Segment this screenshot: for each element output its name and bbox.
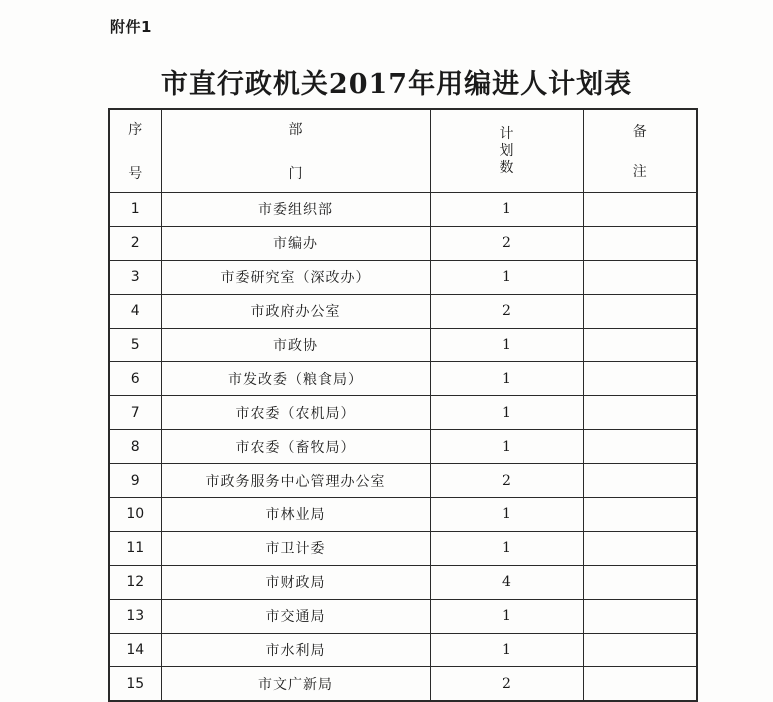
- count-cell: 1: [430, 396, 583, 430]
- plan-table: [108, 108, 698, 702]
- attachment-label: 附件1: [110, 18, 152, 36]
- department-cell: 市政协: [161, 328, 430, 362]
- seq-cell: 6: [109, 362, 161, 396]
- department-cell: 市政府办公室: [161, 294, 430, 328]
- seq-cell: 1: [109, 193, 161, 227]
- note-cell: [583, 328, 697, 362]
- count-cell: 2: [430, 667, 583, 701]
- department-cell: 市水利局: [161, 633, 430, 667]
- note-cell: [583, 396, 697, 430]
- header-note: [583, 109, 697, 193]
- note-cell: [583, 226, 697, 260]
- table-row: [109, 599, 697, 633]
- seq-cell: 4: [109, 294, 161, 328]
- table-row: [109, 633, 697, 667]
- count-cell: 1: [430, 599, 583, 633]
- table-row: [109, 226, 697, 260]
- count-cell: 1: [430, 498, 583, 532]
- department-cell: 市委组织部: [161, 193, 430, 227]
- count-cell: 1: [430, 633, 583, 667]
- department-cell: 市政务服务中心管理办公室: [161, 464, 430, 498]
- header-note-char: 注: [632, 164, 647, 180]
- count-cell: 2: [430, 226, 583, 260]
- seq-cell: 14: [109, 633, 161, 667]
- count-cell: 1: [430, 531, 583, 565]
- header-plan-char: 数: [499, 159, 514, 176]
- header-row: [109, 109, 697, 193]
- count-cell: 1: [430, 193, 583, 227]
- note-cell: [583, 193, 697, 227]
- seq-cell: 15: [109, 667, 161, 701]
- table-row: [109, 531, 697, 565]
- note-cell: [583, 565, 697, 599]
- table-row: [109, 565, 697, 599]
- header-plan-char: 计: [499, 125, 514, 142]
- seq-cell: 12: [109, 565, 161, 599]
- seq-cell: 2: [109, 226, 161, 260]
- table-row: [109, 328, 697, 362]
- note-cell: [583, 531, 697, 565]
- note-cell: [583, 260, 697, 294]
- note-cell: [583, 599, 697, 633]
- header-seq-char: 序: [128, 122, 143, 138]
- department-cell: 市农委（畜牧局）: [161, 430, 430, 464]
- department-cell: 市委研究室（深改办）: [161, 260, 430, 294]
- table-row: [109, 498, 697, 532]
- header-department-char: 部: [288, 122, 303, 138]
- table-row: [109, 362, 697, 396]
- department-cell: 市发改委（粮食局）: [161, 362, 430, 396]
- table-row: [109, 430, 697, 464]
- header-department: [161, 109, 430, 193]
- note-cell: [583, 464, 697, 498]
- note-cell: [583, 498, 697, 532]
- table-row: [109, 294, 697, 328]
- header-seq-char: 号: [128, 166, 143, 182]
- table-row: [109, 193, 697, 227]
- note-cell: [583, 633, 697, 667]
- count-cell: 4: [430, 565, 583, 599]
- seq-cell: 13: [109, 599, 161, 633]
- department-cell: 市文广新局: [161, 667, 430, 701]
- department-cell: 市编办: [161, 226, 430, 260]
- count-cell: 2: [430, 464, 583, 498]
- seq-cell: 10: [109, 498, 161, 532]
- seq-cell: 7: [109, 396, 161, 430]
- count-cell: 2: [430, 294, 583, 328]
- seq-cell: 5: [109, 328, 161, 362]
- count-cell: 1: [430, 362, 583, 396]
- seq-cell: 11: [109, 531, 161, 565]
- department-cell: 市财政局: [161, 565, 430, 599]
- note-cell: [583, 294, 697, 328]
- header-plan: [430, 109, 583, 193]
- seq-cell: 9: [109, 464, 161, 498]
- count-cell: 1: [430, 260, 583, 294]
- header-note-char: 备: [632, 124, 647, 140]
- note-cell: [583, 362, 697, 396]
- note-cell: [583, 667, 697, 701]
- table-row: [109, 667, 697, 701]
- count-cell: 1: [430, 328, 583, 362]
- department-cell: 市林业局: [161, 498, 430, 532]
- header-plan-char: 划: [499, 142, 514, 159]
- table-row: [109, 396, 697, 430]
- seq-cell: 8: [109, 430, 161, 464]
- note-cell: [583, 430, 697, 464]
- seq-cell: 3: [109, 260, 161, 294]
- header-department-char: 门: [288, 166, 303, 182]
- page-title: 市直行政机关2017年用编进人计划表: [160, 69, 633, 100]
- count-cell: 1: [430, 430, 583, 464]
- header-seq: [109, 109, 161, 193]
- department-cell: 市农委（农机局）: [161, 396, 430, 430]
- department-cell: 市卫计委: [161, 531, 430, 565]
- table-row: [109, 464, 697, 498]
- table-row: [109, 260, 697, 294]
- department-cell: 市交通局: [161, 599, 430, 633]
